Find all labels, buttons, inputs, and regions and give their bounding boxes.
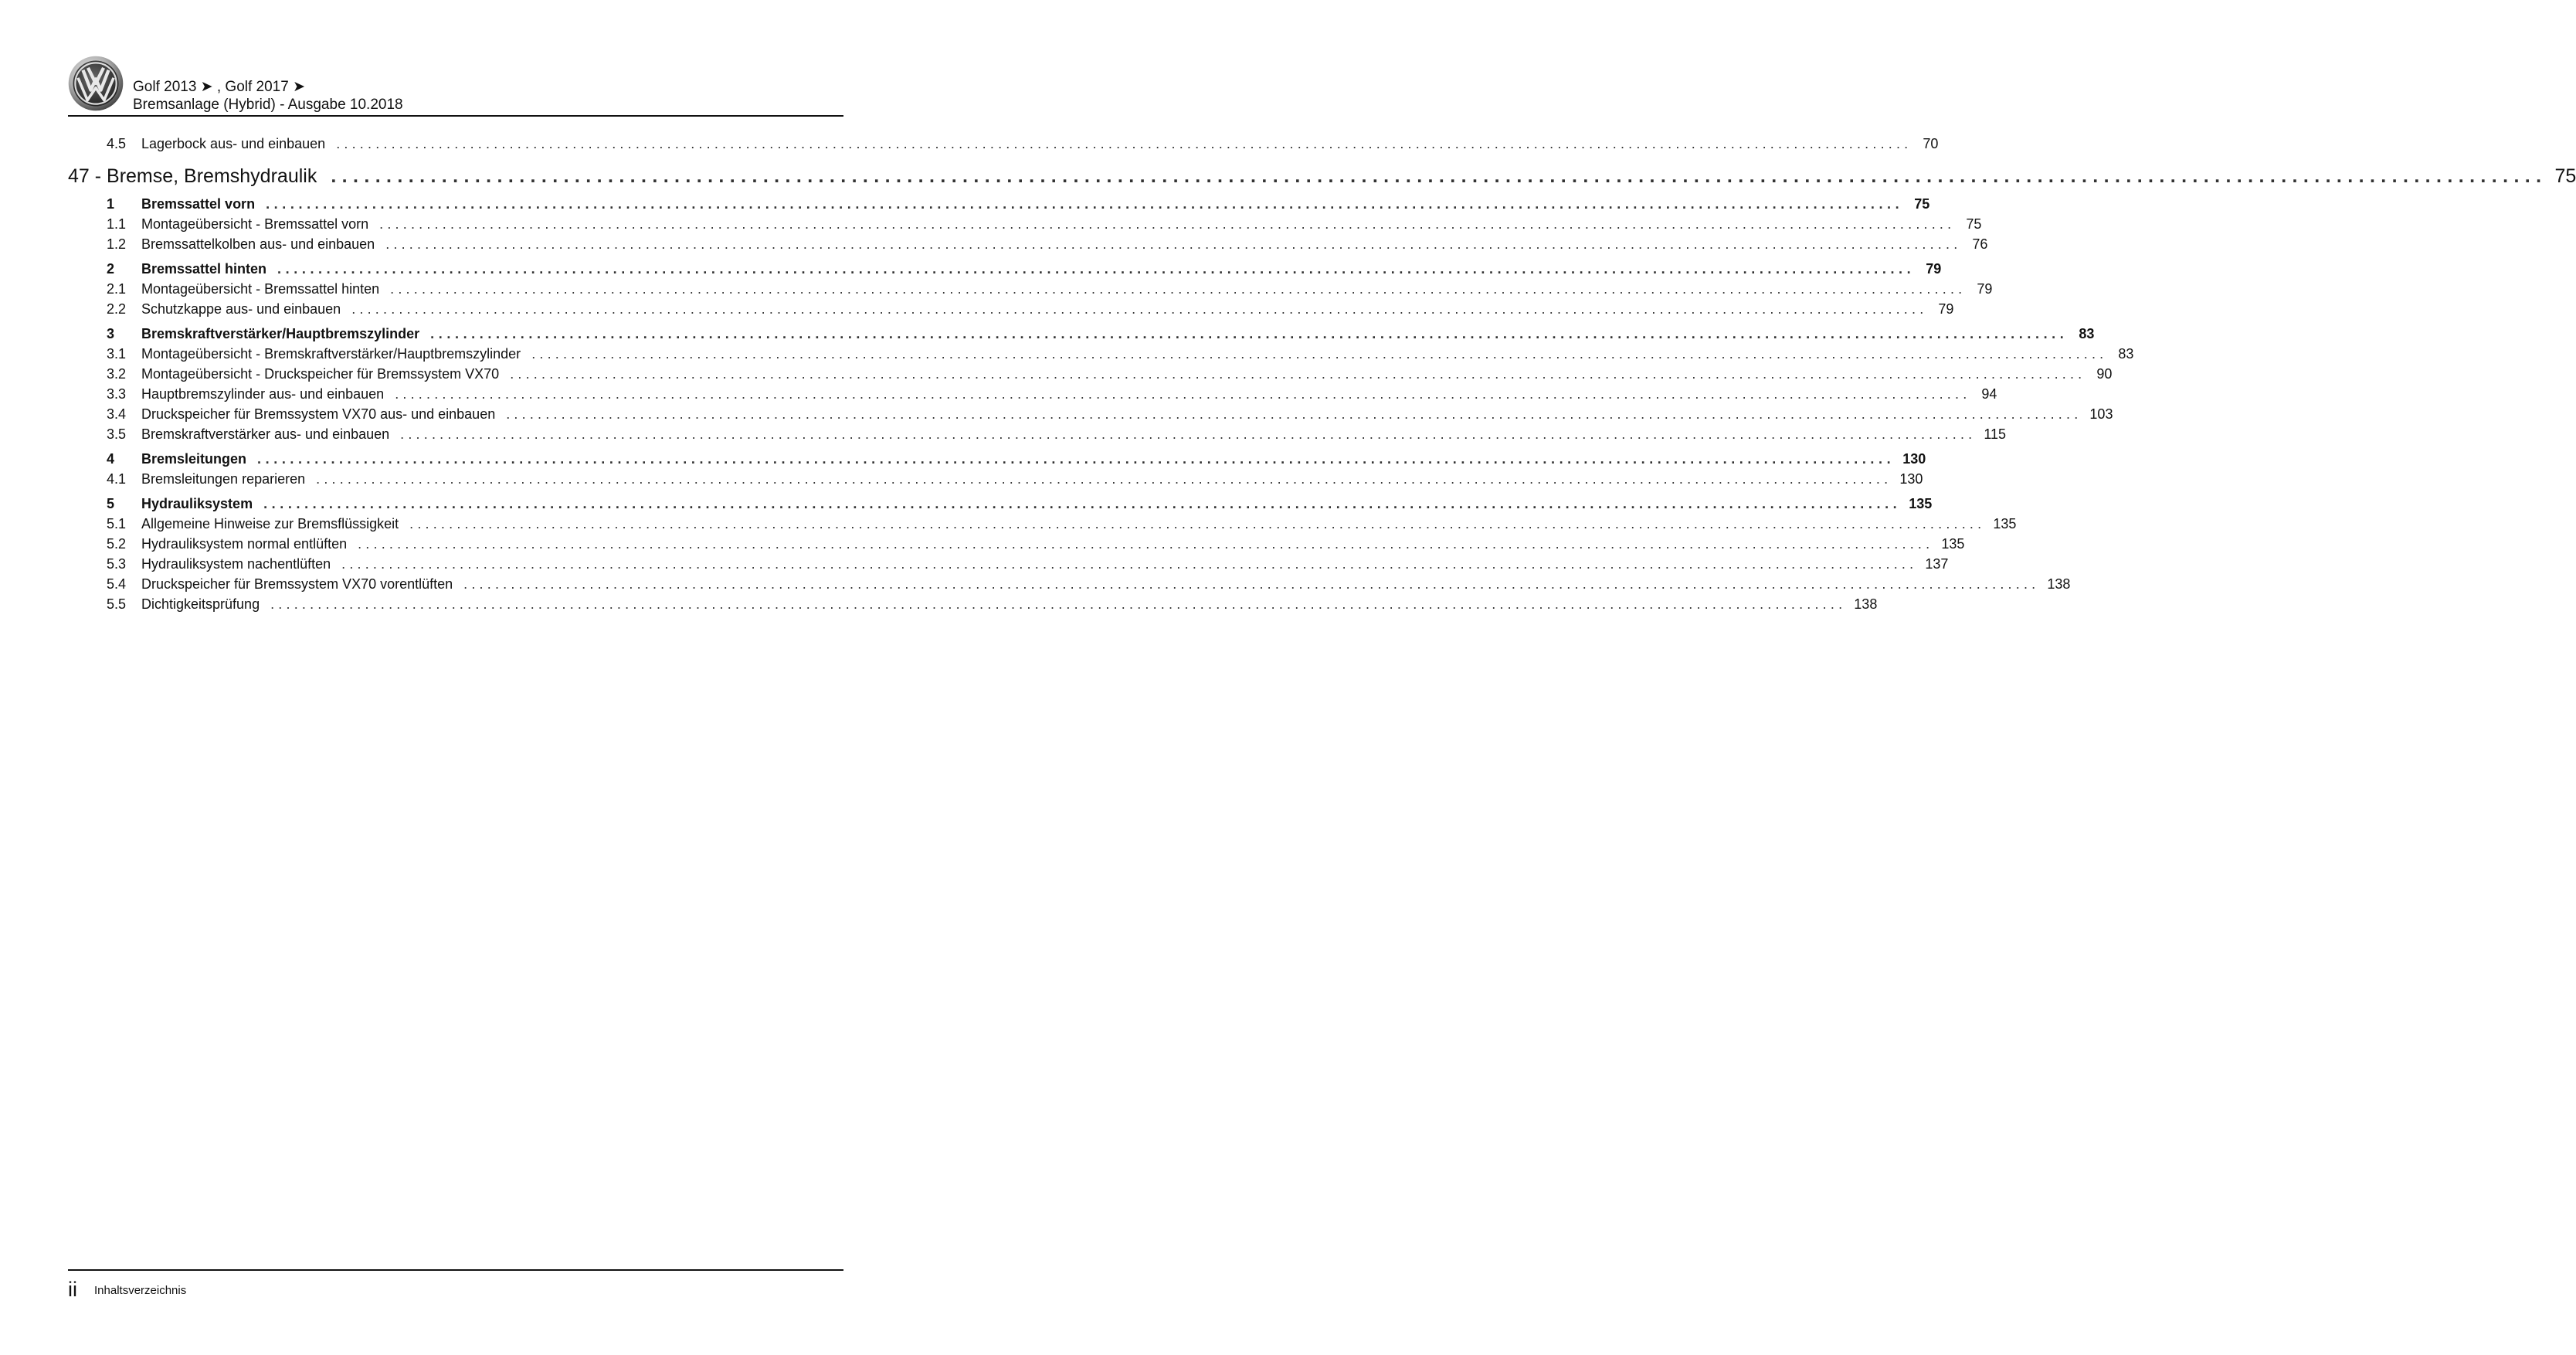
toc-subsection-row[interactable]: [68, 136, 1939, 152]
toc-chapter-row[interactable]: [68, 165, 2576, 188]
toc-leader-dots: ........................................................................................................................................................................................................: [341, 556, 1918, 572]
toc-entry-title: Bremssattel vorn: [141, 196, 256, 212]
toc-entry-page: 75: [2554, 165, 2576, 187]
toc-entry-title: Bremsleitungen: [141, 451, 247, 467]
toc-entry-title: Bremssattel hinten: [141, 261, 267, 277]
toc-entry-number: 3: [107, 326, 115, 341]
footer-divider: [68, 1269, 843, 1271]
toc-entry-page: 130: [1899, 471, 1923, 487]
toc-section-row[interactable]: [68, 451, 1926, 467]
toc-subsection-row[interactable]: [68, 216, 1982, 233]
toc-entry-number: 1.2: [107, 236, 127, 252]
toc-entry-title: 47 - Bremse, Bremshydraulik: [68, 165, 317, 187]
toc-entry-page: 79: [1977, 281, 1993, 297]
toc-entry-number: 1.1: [107, 216, 127, 232]
toc-leader-dots: ........................................................................................................................................................................................................: [463, 576, 2040, 592]
toc-entry-number: 3.4: [107, 406, 127, 422]
toc-entry-title: Hauptbremszylinder aus- und einbauen: [141, 386, 385, 402]
toc-subsection-row[interactable]: [68, 576, 2071, 593]
footer-section-label: Inhaltsverzeichnis: [94, 1284, 187, 1297]
toc-entry-title: Hydrauliksystem: [141, 496, 253, 511]
toc-entry-page: 75: [1966, 216, 1982, 232]
toc-entry-page: 83: [2118, 346, 2134, 362]
toc-entry-title: Lagerbock aus- und einbauen: [141, 136, 326, 151]
toc-entry-title: Montageübersicht - Bremssattel vorn: [141, 216, 369, 232]
toc-entry-page: 138: [1854, 596, 1878, 612]
toc-entry-page: 135: [1993, 516, 2017, 531]
toc-leader-dots: ........................................................................................................................................................................................................: [510, 366, 2086, 382]
toc-entry-number: 5.5: [107, 596, 127, 612]
toc-entry-number: 3.3: [107, 386, 127, 402]
toc-subsection-row[interactable]: [68, 536, 1965, 552]
header-divider: [68, 115, 843, 117]
toc-entry-number: 2: [107, 261, 115, 277]
toc-leader-dots: ........................................................................................................................................................................................................: [270, 596, 1847, 612]
toc-entry-number: 5.1: [107, 516, 127, 531]
toc-entry-page: 76: [1972, 236, 1988, 252]
toc-entry-number: 3.1: [107, 346, 127, 362]
toc-entry-number: 2.2: [107, 301, 127, 317]
toc-entry-title: Allgemeine Hinweise zur Bremsflüssigkeit: [141, 516, 399, 531]
toc-entry-page: 79: [1938, 301, 1954, 317]
toc-entry-page: 137: [1925, 556, 1949, 572]
toc-subsection-row[interactable]: [68, 406, 2113, 423]
toc-subsection-row[interactable]: [68, 281, 1993, 297]
toc-section-row[interactable]: [68, 326, 2095, 342]
toc-entry-number: 1: [107, 196, 115, 212]
toc-leader-dots: ........................................................................................................................................................................................................: [379, 216, 1956, 232]
toc-entry-number: 5.4: [107, 576, 127, 592]
toc-entry-page: 130: [1902, 451, 1926, 467]
toc-subsection-row[interactable]: [68, 301, 1954, 318]
toc-entry-number: 4: [107, 451, 115, 467]
header-subject-line: Bremsanlage (Hybrid) - Ausgabe 10.2018: [133, 97, 403, 113]
toc-subsection-row[interactable]: [68, 471, 1923, 487]
toc-entry-title: Hydrauliksystem nachentlüften: [141, 556, 331, 572]
toc-leader-dots: ........................................................................................................................................................................................................: [409, 516, 1986, 531]
toc-section-row[interactable]: [68, 196, 1930, 212]
header-model-line: Golf 2013 ➤ , Golf 2017 ➤: [133, 79, 306, 95]
toc-leader-dots: ........................................................................................................................................................................................................: [430, 326, 2069, 341]
toc-entry-number: 2.1: [107, 281, 127, 297]
toc-subsection-row[interactable]: [68, 386, 1997, 402]
toc-leader-dots: ........................................................................................................................................................................................................: [385, 236, 1962, 252]
toc-entry-title: Dichtigkeitsprüfung: [141, 596, 260, 612]
toc-entry-page: 75: [1914, 196, 1930, 212]
toc-leader-dots: ........................................................................................................................................................................................................: [390, 281, 1967, 297]
toc-leader-dots: ........................................................................................................................................................................................................: [395, 386, 1971, 402]
toc-leader-dots: ........................................................................................................................................................................................................: [331, 165, 2547, 187]
toc-leader-dots: ........................................................................................................................................................................................................: [277, 261, 1916, 277]
toc-leader-dots: ........................................................................................................................................................................................................: [263, 496, 1902, 511]
toc-entry-page: 70: [1923, 136, 1939, 151]
toc-entry-number: 4.5: [107, 136, 127, 151]
toc-entry-page: 138: [2047, 576, 2071, 592]
toc-leader-dots: ........................................................................................................................................................................................................: [531, 346, 2108, 362]
document-header: [133, 78, 403, 114]
toc-entry-title: Montageübersicht - Bremskraftverstärker/Hauptbremszylinder: [141, 346, 521, 362]
toc-subsection-row[interactable]: [68, 346, 2134, 362]
toc-entry-page: 94: [1981, 386, 1997, 402]
toc-leader-dots: ........................................................................................................................................................................................................: [358, 536, 1934, 552]
toc-entry-title: Hydrauliksystem normal entlüften: [141, 536, 348, 552]
toc-leader-dots: ........................................................................................................................................................................................................: [351, 301, 1928, 317]
toc-entry-number: 3.2: [107, 366, 127, 382]
toc-entry-title: Bremskraftverstärker/Hauptbremszylinder: [141, 326, 420, 341]
toc-entry-title: Druckspeicher für Bremssystem VX70 vorentlüften: [141, 576, 453, 592]
toc-entry-title: Bremssattelkolben aus- und einbauen: [141, 236, 375, 252]
toc-entry-number: 5.3: [107, 556, 127, 572]
toc-subsection-row[interactable]: [68, 236, 1988, 253]
toc-entry-title: Montageübersicht - Bremssattel hinten: [141, 281, 380, 297]
toc-entry-number: 4.1: [107, 471, 127, 487]
toc-entry-page: 79: [1926, 261, 1942, 277]
toc-leader-dots: ........................................................................................................................................................................................................: [257, 451, 1896, 467]
toc-entry-page: 83: [2079, 326, 2095, 341]
toc-leader-dots: ........................................................................................................................................................................................................: [336, 136, 1912, 151]
toc-entry-number: 5: [107, 496, 115, 511]
vw-logo-icon: [68, 56, 124, 111]
toc-subsection-row[interactable]: [68, 366, 2113, 382]
toc-subsection-row[interactable]: [68, 556, 1949, 572]
toc-leader-dots: ........................................................................................................................................................................................................: [506, 406, 2082, 422]
toc-leader-dots: ........................................................................................................................................................................................................: [400, 426, 1977, 442]
toc-entry-number: 3.5: [107, 426, 127, 442]
toc-entry-title: Bremsleitungen reparieren: [141, 471, 306, 487]
toc-subsection-row[interactable]: [68, 596, 1878, 613]
toc-entry-title: Montageübersicht - Druckspeicher für Bremssystem VX70: [141, 366, 500, 382]
toc-leader-dots: ........................................................................................................................................................................................................: [266, 196, 1904, 212]
toc-entry-title: Bremskraftverstärker aus- und einbauen: [141, 426, 390, 442]
toc-entry-page: 103: [2089, 406, 2113, 422]
toc-entry-title: Schutzkappe aus- und einbauen: [141, 301, 341, 317]
footer-page-number: ii: [68, 1278, 77, 1301]
toc-entry-title: Druckspeicher für Bremssystem VX70 aus- und einbauen: [141, 406, 496, 422]
toc-section-row[interactable]: [68, 496, 1933, 512]
toc-entry-page: 90: [2096, 366, 2113, 382]
toc-subsection-row[interactable]: [68, 426, 2007, 443]
toc-subsection-row[interactable]: [68, 516, 2017, 532]
toc-entry-page: 115: [1984, 426, 2007, 442]
toc-leader-dots: ........................................................................................................................................................................................................: [316, 471, 1892, 487]
toc-entry-page: 135: [1909, 496, 1933, 511]
toc-entry-page: 135: [1941, 536, 1965, 552]
toc-entry-number: 5.2: [107, 536, 127, 552]
toc-section-row[interactable]: [68, 261, 1942, 277]
